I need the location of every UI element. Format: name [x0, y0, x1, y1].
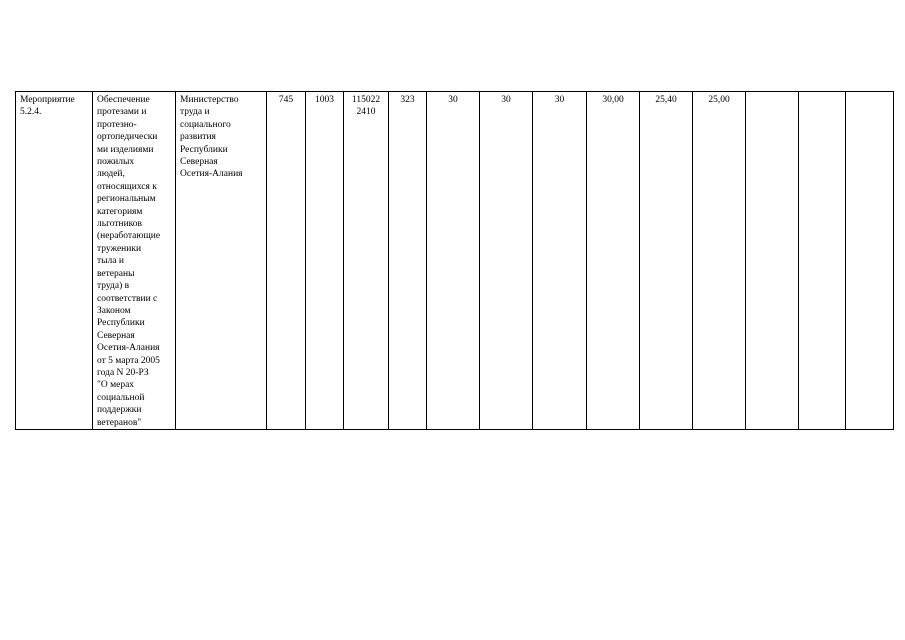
value-cell-2: 30 [480, 92, 533, 430]
table-row [16, 92, 894, 430]
value-cell-9 [846, 92, 894, 430]
value-cell-7 [746, 92, 799, 430]
budget-table [15, 91, 894, 430]
value-cell-8 [799, 92, 846, 430]
value-cell-6: 25,00 [693, 92, 746, 430]
vr-cell: 323 [389, 92, 427, 430]
grbs-cell: 745 [267, 92, 306, 430]
description-cell: Обеспечение протезами и протезно- ортопедически ми изделиями пожилых людей, относящихся к региональным категориям льготников (неработающие труженики тыла и ветераны труда) в соответствии с Законом Республики Северная Осетия-Алания от 5 марта 2005 года N 20-РЗ "О мерах социальной поддержки ветеранов" [93, 92, 176, 430]
executor-cell: Министерство труда и социального развития Республики Северная Осетия-Алания [176, 92, 267, 430]
value-cell-3: 30 [533, 92, 587, 430]
value-cell-4: 30,00 [587, 92, 640, 430]
value-cell-1: 30 [427, 92, 480, 430]
csr-cell: 115022 2410 [344, 92, 389, 430]
event-cell: Мероприятие 5.2.4. [16, 92, 93, 430]
rzpr-cell: 1003 [306, 92, 344, 430]
value-cell-5: 25,40 [640, 92, 693, 430]
